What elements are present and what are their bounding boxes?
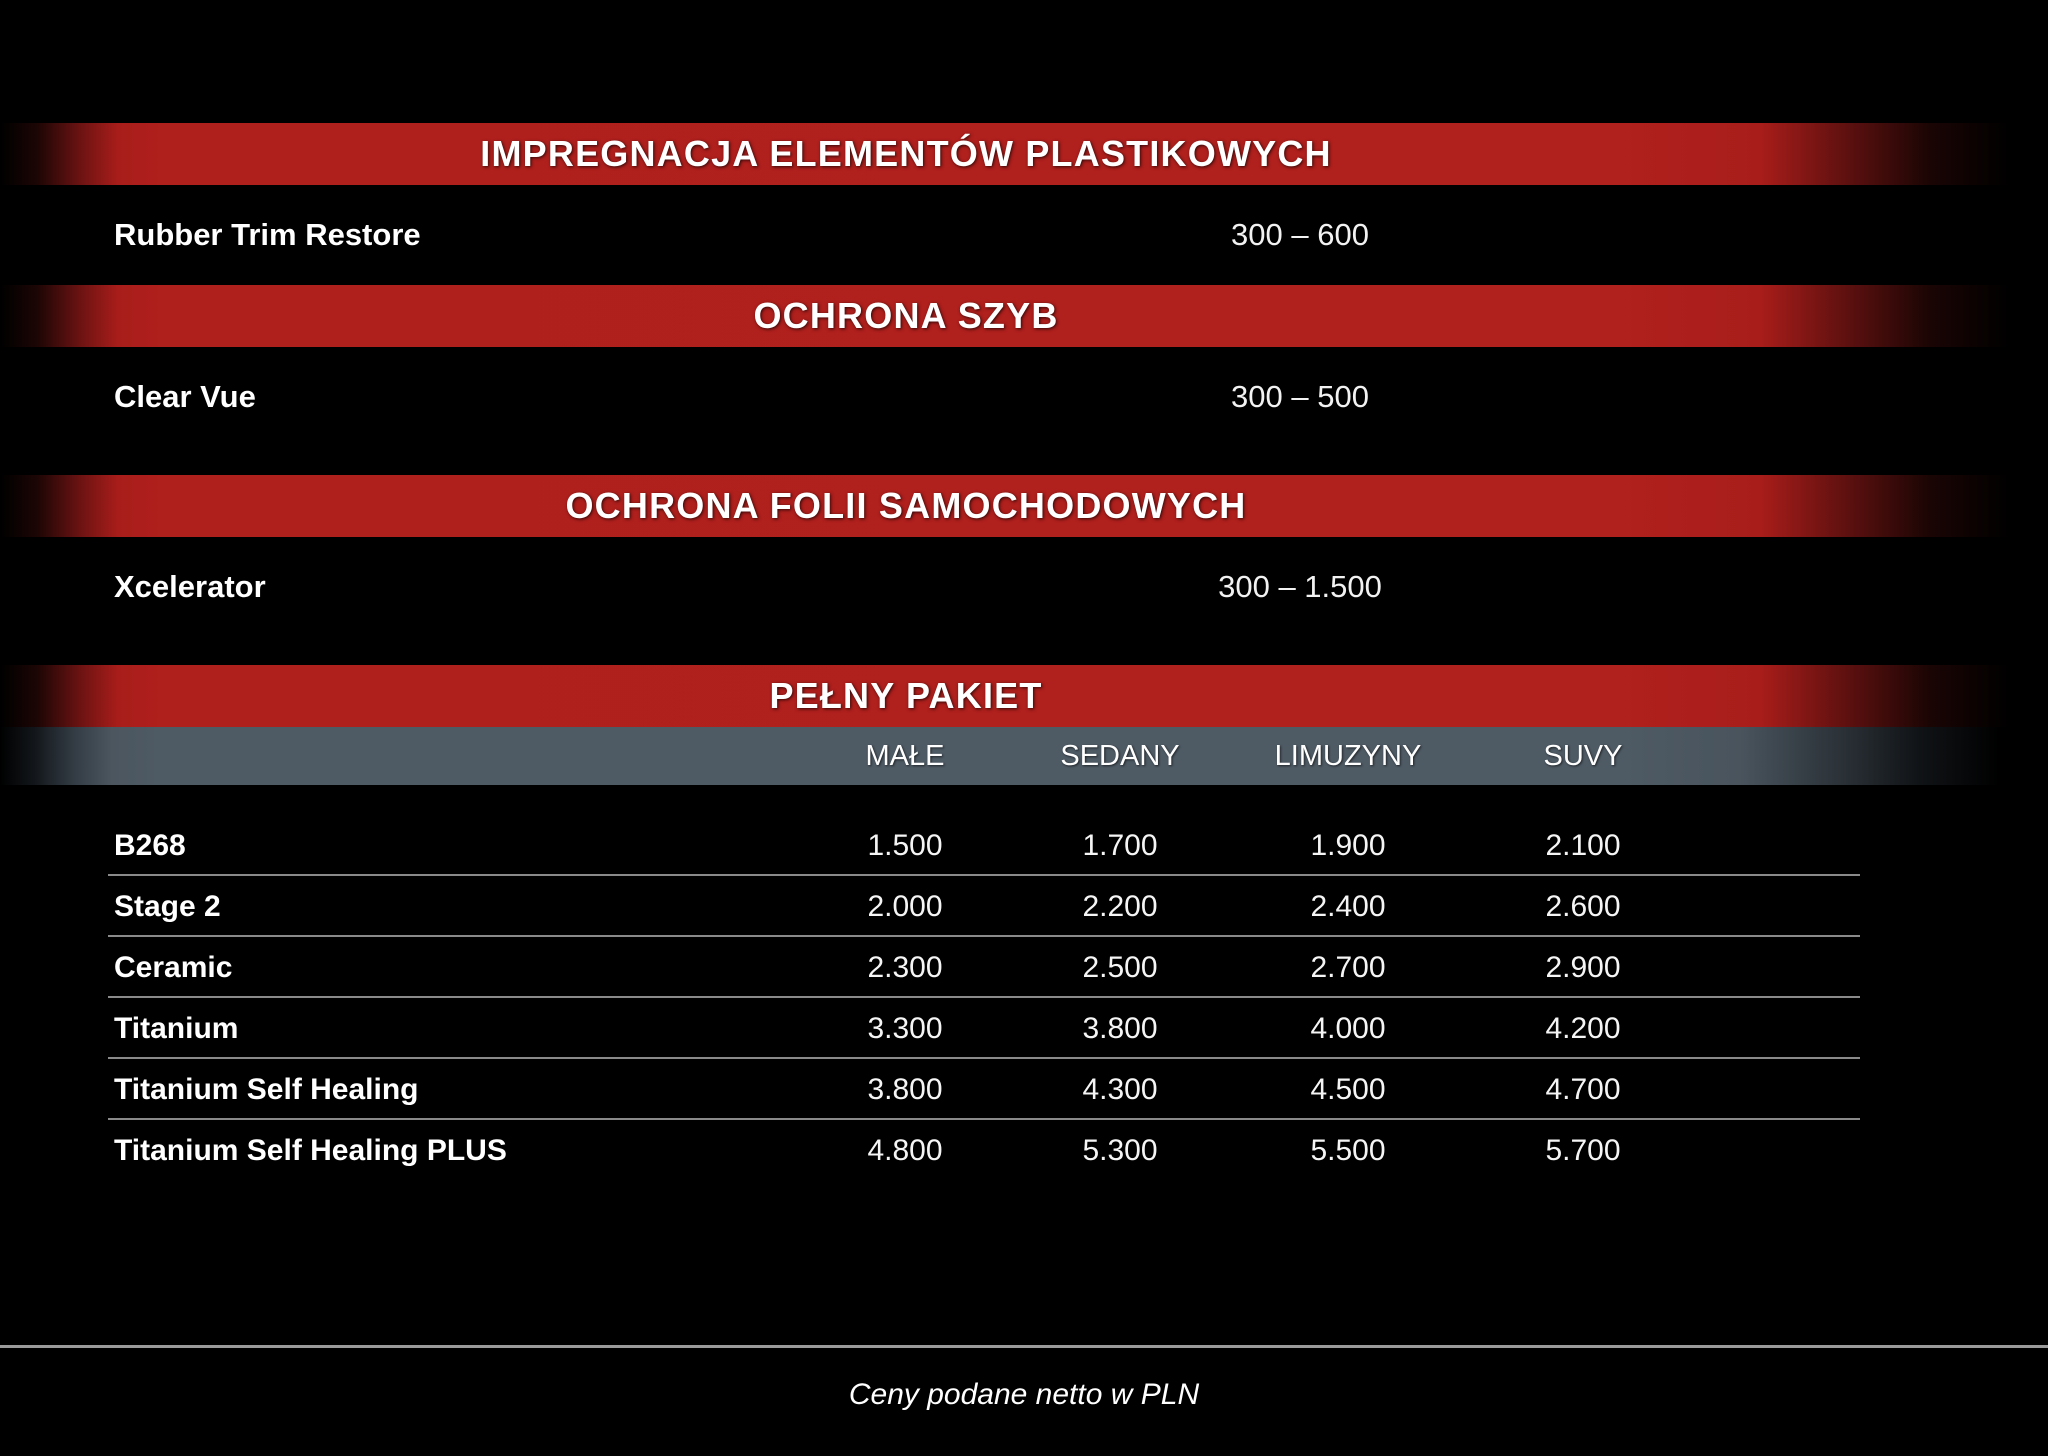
- section-title: IMPREGNACJA ELEMENTÓW PLASTIKOWYCH: [480, 133, 1332, 174]
- package-name: B268: [114, 828, 186, 862]
- section-banner-impregnacja: [0, 123, 2048, 185]
- table-row: [0, 815, 2048, 876]
- price-sedany: 1.700: [1082, 828, 1158, 862]
- package-name: Stage 2: [114, 889, 221, 923]
- column-header-male: MAŁE: [865, 739, 945, 772]
- price-sedany: 5.300: [1082, 1133, 1158, 1167]
- service-name: Clear Vue: [114, 379, 256, 414]
- section-banner-pelny-pakiet: [0, 665, 2048, 727]
- price-sedany: 2.200: [1082, 889, 1158, 923]
- price-male: 2.300: [867, 950, 943, 984]
- footer-divider: [0, 1345, 2048, 1348]
- package-name: Ceramic: [114, 950, 233, 984]
- service-row-clear-vue: [0, 347, 2048, 447]
- price-suvy: 2.100: [1545, 828, 1621, 862]
- section-title: PEŁNY PAKIET: [769, 675, 1043, 716]
- price-male: 2.000: [867, 889, 943, 923]
- service-price: 300 – 600: [1231, 217, 1369, 252]
- price-limuzyny: 1.900: [1310, 828, 1386, 862]
- price-limuzyny: 4.000: [1310, 1011, 1386, 1045]
- table-row: [0, 1059, 2048, 1120]
- column-header-suvy: SUVY: [1543, 739, 1623, 772]
- price-limuzyny: 2.700: [1310, 950, 1386, 984]
- section-title: OCHRONA SZYB: [753, 295, 1059, 336]
- table-row: [0, 876, 2048, 937]
- section-banner-ochrona-szyb: [0, 285, 2048, 347]
- price-suvy: 2.900: [1545, 950, 1621, 984]
- price-sedany: 3.800: [1082, 1011, 1158, 1045]
- column-header-sedany: SEDANY: [1060, 739, 1180, 772]
- price-male: 3.800: [867, 1072, 943, 1106]
- price-suvy: 4.200: [1545, 1011, 1621, 1045]
- package-name: Titanium: [114, 1011, 239, 1045]
- section-title: OCHRONA FOLII SAMOCHODOWYCH: [565, 485, 1247, 526]
- price-suvy: 4.700: [1545, 1072, 1621, 1106]
- package-name: Titanium Self Healing: [114, 1072, 419, 1106]
- price-sedany: 4.300: [1082, 1072, 1158, 1106]
- table-row: [0, 937, 2048, 998]
- price-suvy: 5.700: [1545, 1133, 1621, 1167]
- price-male: 4.800: [867, 1133, 943, 1167]
- price-limuzyny: 5.500: [1310, 1133, 1386, 1167]
- table-row: [0, 998, 2048, 1059]
- price-limuzyny: 2.400: [1310, 889, 1386, 923]
- section-banner-ochrona-folii: [0, 475, 2048, 537]
- price-limuzyny: 4.500: [1310, 1072, 1386, 1106]
- table-column-header: [0, 727, 2048, 785]
- package-name: Titanium Self Healing PLUS: [114, 1133, 507, 1167]
- price-suvy: 2.600: [1545, 889, 1621, 923]
- service-price: 300 – 1.500: [1218, 569, 1382, 604]
- price-sedany: 2.500: [1082, 950, 1158, 984]
- service-row-xcelerator: [0, 537, 2048, 637]
- service-name: Rubber Trim Restore: [114, 217, 421, 252]
- service-row-rubber-trim-restore: [0, 185, 2048, 285]
- service-name: Xcelerator: [114, 569, 266, 604]
- price-male: 1.500: [867, 828, 943, 862]
- column-header-limuzyny: LIMUZYNY: [1274, 739, 1422, 772]
- price-male: 3.300: [867, 1011, 943, 1045]
- service-price: 300 – 500: [1231, 379, 1369, 414]
- footer-note: Ceny podane netto w PLN: [848, 1378, 1200, 1411]
- package-price-table: [0, 815, 2048, 1181]
- table-row: [0, 1120, 2048, 1181]
